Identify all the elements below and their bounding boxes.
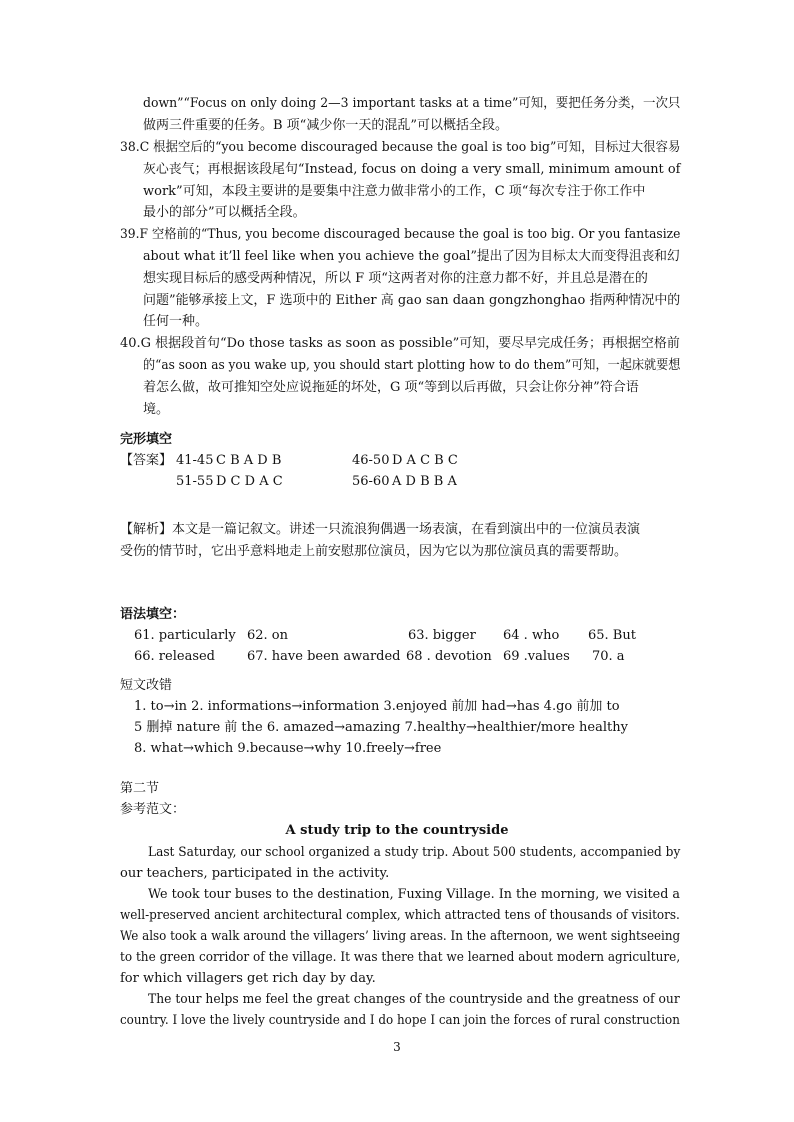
cloze-analysis-line-1: 【解析】本文是一篇记叙文。讲述一只流浪狗偶遇一场表演，在看到演出中的一位演员表演 (120, 522, 641, 537)
essay-line-2: our teachers, participated in the activity. (120, 866, 390, 881)
q37-line-1: down”“Focus on only doing 2—3 important tasks at a time”可知，要把任务分类，一次只 (143, 96, 681, 111)
grammar-answer-69: 69 .values (503, 649, 570, 664)
q39-line-4: 问题”能够承接上文，F 选项中的 Either 高 gao san daan gongzhonghao 指两种情况中的 (143, 293, 681, 308)
q37-line-2: 做两三件重要的任务。B 项“减少你一天的混乱”可以概括全段。 (143, 118, 508, 133)
cloze-range-51-55: 51-55 (176, 474, 214, 489)
q39-line-2: about what it’ll feel like when you achieve the goal”提出了因为目标太大而变得沮丧和幻 (143, 249, 680, 264)
grammar-answer-67: 67. have been awarded (247, 649, 401, 664)
grammar-answer-68: 68 . devotion (406, 649, 492, 664)
essay-line-1: Last Saturday, our school organized a study trip. About 500 students, accompanied by (148, 845, 681, 860)
q40-line-1: 40.G 根据段首句“Do those tasks as soon as possible”可知，要尽早完成任务；再根据空格前 (120, 336, 680, 351)
page-number: 3 (393, 1040, 401, 1054)
essay-line-3: We took tour buses to the destination, Fuxing Village. In the morning, we visited a (148, 887, 680, 902)
essay-line-5: We also took a walk around the villagers’ living areas. In the afternoon, we went sightseeing (120, 929, 681, 944)
q38-line-2: 灰心丧气；再根据该段尾句“Instead, focus on doing a very small, minimum amount of (143, 162, 681, 177)
q40-line-4: 境。 (143, 402, 170, 417)
essay-line-4: well-preserved ancient architectural complex, which attracted tens of thousands of visitors. (120, 908, 680, 923)
grammar-answer-63: 63. bigger (408, 628, 476, 643)
q39-line-3: 想实现目标后的感受两种情况，所以 F 项“这两者对你的注意力都不好，并且总是潜在的 (143, 271, 648, 286)
cloze-letters-41-45: C B A D B (216, 453, 282, 468)
q39-line-5: 任何一种。 (143, 314, 209, 329)
q38-line-3: work”可知，本段主要讲的是要集中注意力做非常小的工作，C 项“每次专注于你工作中 (143, 184, 646, 199)
grammar-answer-61: 61. particularly (134, 628, 236, 643)
q39-line-1: 39.F 空格前的“Thus, you become discouraged because the goal is too big. Or you fantasize (120, 227, 681, 242)
cloze-heading: 完形填空 (120, 432, 173, 447)
q40-line-3: 着怎么做，故可推知空处应说拖延的坏处，G 项“等到以后再做，只会让你分神”符合语 (143, 380, 639, 395)
writing-section-label: 第二节 (120, 781, 160, 796)
essay-title: A study trip to the countryside (285, 823, 509, 838)
essay-line-9: country. I love the lively countryside and I do hope I can join the forces of rural construction (120, 1013, 680, 1028)
cloze-letters-46-50: D A C B C (392, 453, 458, 468)
correction-line-3: 8. what→which 9.because→why 10.freely→free (134, 741, 442, 756)
cloze-answer-label: 【答案】 (120, 453, 173, 468)
grammar-answer-65: 65. But (588, 628, 636, 643)
writing-sample-label: 参考范文： (120, 802, 186, 817)
essay-line-8: The tour helps me feel the great changes of the countryside and the greatness of our (148, 992, 680, 1007)
correction-line-2: 5 删掉 nature 前 the 6. amazed→amazing 7.healthy→healthier/more healthy (134, 720, 628, 735)
q38-line-4: 最小的部分”可以概括全段。 (143, 205, 306, 220)
correction-line-1: 1. to→in 2. informations→information 3.enjoyed 前加 had→has 4.go 前加 to (134, 699, 620, 714)
grammar-answer-62: 62. on (247, 628, 289, 643)
cloze-range-46-50: 46-50 (352, 453, 390, 468)
grammar-heading: 语法填空： (120, 607, 186, 622)
essay-line-7: for which villagers get rich day by day. (120, 971, 376, 986)
cloze-range-56-60: 56-60 (352, 474, 390, 489)
correction-heading: 短文改错 (120, 678, 173, 693)
cloze-letters-56-60: A D B B A (392, 474, 457, 489)
grammar-answer-66: 66. released (134, 649, 216, 664)
cloze-analysis-line-2: 受伤的情节时，它出乎意料地走上前安慰那位演员，因为它以为那位演员真的需要帮助。 (120, 544, 628, 559)
grammar-answer-70: 70. a (592, 649, 625, 664)
grammar-answer-64: 64 . who (503, 628, 560, 643)
essay-line-6: to the green corridor of the village. It was there that we learned about modern agriculture, (120, 950, 681, 965)
q40-line-2: 的“as soon as you wake up, you should start plotting how to do them”可知，一起床就要想 (143, 358, 681, 373)
cloze-letters-51-55: D C D A C (216, 474, 283, 489)
q38-line-1: 38.C 根据空后的“you become discouraged because the goal is too big”可知，目标过大很容易 (120, 140, 681, 155)
cloze-range-41-45: 41-45 (176, 453, 214, 468)
